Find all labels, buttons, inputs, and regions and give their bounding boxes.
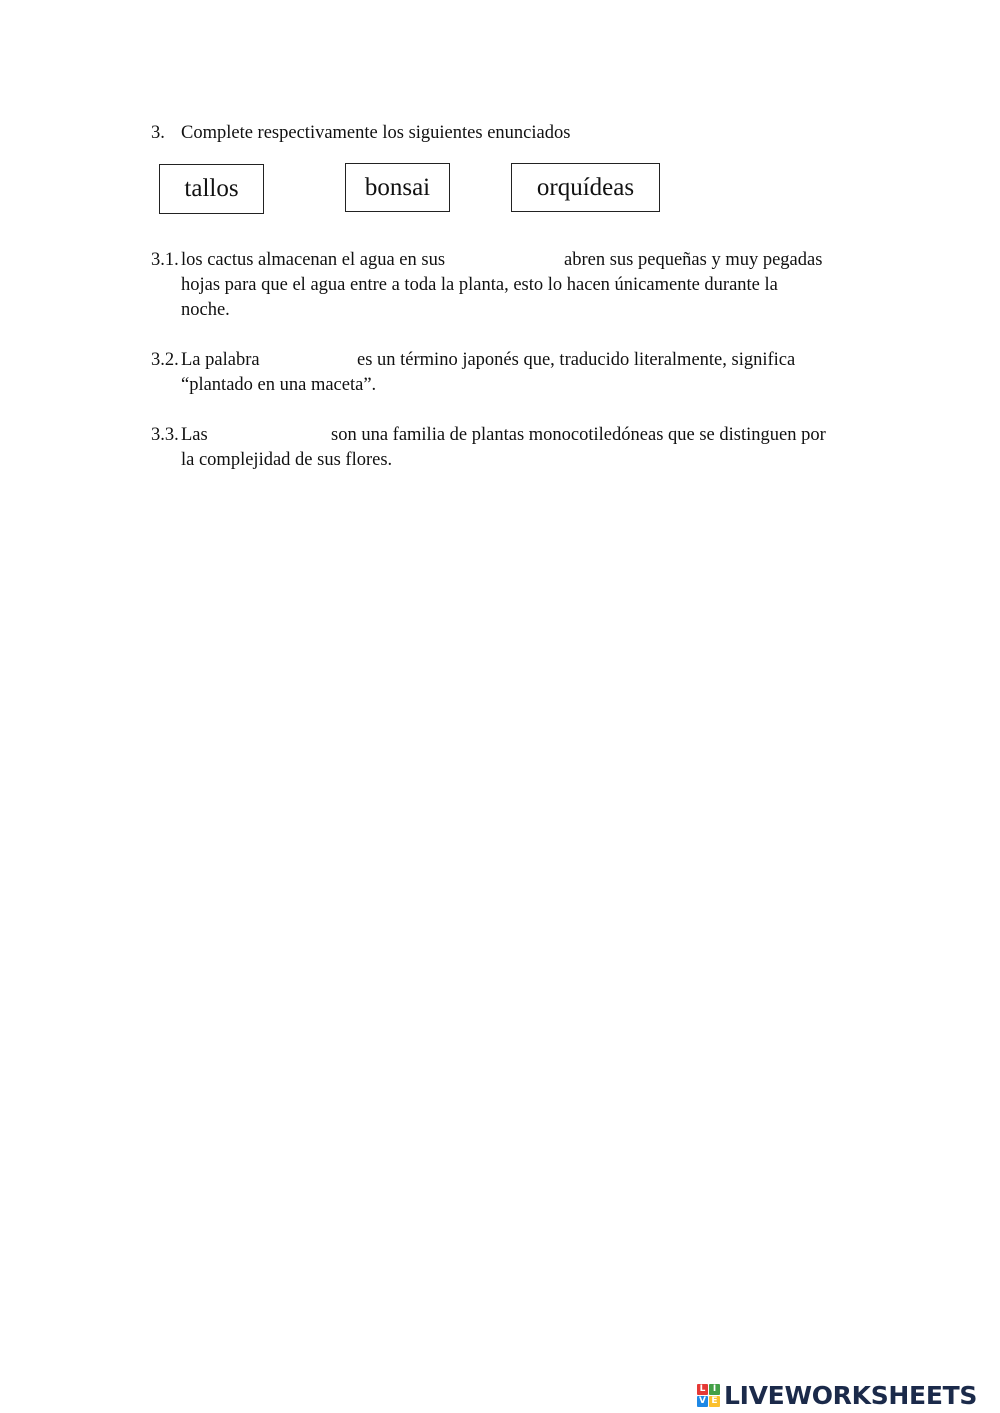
brand-name: LIVEWORKSHEETS: [724, 1380, 978, 1410]
item-text: la complejidad de sus flores.: [181, 450, 393, 470]
answer-blank-3-3[interactable]: [213, 423, 329, 448]
item-number: 3.1.: [151, 250, 179, 270]
item-text: noche.: [181, 300, 230, 320]
logo-letter: I: [709, 1384, 720, 1395]
word-bank-bonsai[interactable]: [345, 163, 450, 212]
item-text: “plantado en una maceta”.: [181, 375, 377, 395]
item-text: son una familia de plantas monocotiledóneas que se distinguen por: [331, 425, 826, 445]
logo-letter: L: [697, 1384, 708, 1395]
logo-letter: V: [697, 1396, 708, 1407]
item-text: es un término japonés que, traducido literalmente, significa: [357, 350, 796, 370]
word-bank-label: tallos: [184, 175, 239, 202]
answer-blank-3-1[interactable]: [470, 248, 562, 273]
item-number: 3.2.: [151, 350, 179, 370]
item-text: Las: [181, 425, 208, 445]
word-bank-label: orquídeas: [536, 173, 635, 201]
live-logo-icon: [697, 1384, 720, 1407]
item-text: hojas para que el agua entre a toda la planta, esto lo hacen únicamente durante la: [181, 275, 778, 295]
word-bank-tallos[interactable]: [159, 164, 264, 214]
word-bank-label: bonsai: [364, 173, 431, 201]
item-text: los cactus almacenan el agua en sus: [181, 250, 446, 270]
logo-letter: E: [709, 1396, 720, 1407]
answer-blank-3-2[interactable]: [268, 348, 355, 373]
word-bank-orquideas[interactable]: [511, 163, 660, 212]
item-number: 3.3.: [151, 425, 179, 445]
exercise-instruction: Complete respectivamente los siguientes enunciados: [181, 123, 571, 143]
exercise-number: 3.: [151, 123, 165, 143]
liveworksheets-logo: [697, 1378, 977, 1412]
item-text: La palabra: [181, 350, 260, 370]
item-text: abren sus pequeñas y muy pegadas: [564, 250, 823, 270]
